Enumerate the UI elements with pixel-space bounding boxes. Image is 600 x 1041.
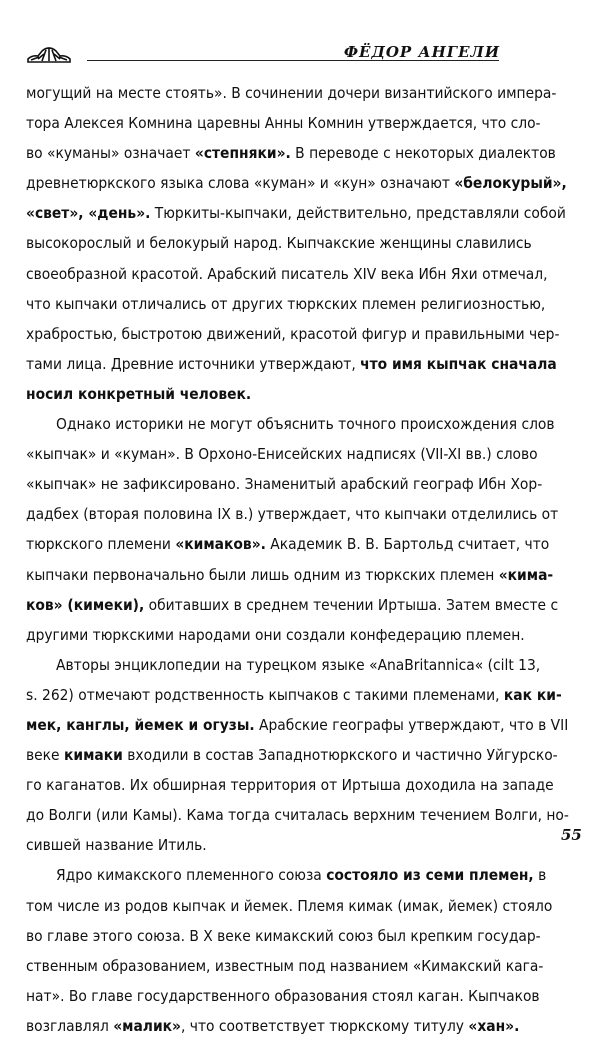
- text-line: [26, 138, 556, 168]
- text-segment: древнетюркского языка слова «куман» и «кун» означают: [26, 174, 455, 193]
- text-line: [26, 710, 569, 740]
- fan-ornament-icon: [24, 45, 74, 65]
- text-line: [26, 289, 546, 319]
- body-text: [26, 78, 569, 1041]
- text-segment: тора Алексея Комнина царевны Анны Комнин утверждается, что сло-: [26, 114, 541, 133]
- bold-text: ков» (кимеки),: [26, 595, 145, 614]
- text-line: [26, 1011, 520, 1041]
- text-segment: что кыпчаки отличались от других тюркских племен религиозностью,: [26, 294, 546, 313]
- bold-text: «степняки».: [194, 144, 291, 163]
- text-segment: во главе этого союза. В X веке кимакский союз был крепким государ-: [26, 926, 541, 945]
- text-line: [26, 168, 567, 198]
- text-segment: в: [533, 866, 547, 885]
- text-segment: дадбех (вторая половина IX в.) утверждает, что кыпчаки отделились от: [26, 505, 559, 524]
- text-line: [26, 108, 541, 138]
- bold-text: как ки-: [503, 685, 562, 704]
- page-number: 55: [561, 826, 582, 844]
- text-line: [26, 259, 548, 289]
- bold-text: носил конкретный человек.: [26, 384, 252, 403]
- text-segment: «кыпчак» и «куман». В Орхоно-Енисейских надписях (VII-XI вв.) слово: [26, 445, 538, 464]
- text-segment: до Волги (или Камы). Кама тогда считалась верхним течением Волги, но-: [26, 806, 569, 825]
- text-segment: В переводе с некоторых диалектов: [290, 144, 556, 163]
- text-line: [26, 198, 566, 228]
- bold-text: «малик»: [113, 1016, 181, 1035]
- text-segment: том числе из родов кыпчак и йемек. Племя кимак (имак, йемек) стояло: [26, 896, 553, 915]
- text-segment: го каганатов. Их обширная территория от Иртыша доходила на западе: [26, 776, 554, 795]
- text-segment: сившей название Итиль.: [26, 836, 207, 855]
- text-line: [26, 891, 553, 921]
- text-segment: Арабские географы утверждают, что в VII: [254, 715, 569, 734]
- text-segment: кыпчаки первоначально были лишь одним из тюркских племен: [26, 565, 499, 584]
- text-segment: входили в состав Западнотюркского и частично Уйгурско-: [122, 746, 558, 765]
- text-line: [26, 800, 569, 830]
- text-line: [26, 860, 547, 890]
- bold-text: мек, канглы, йемек и огузы.: [26, 715, 255, 734]
- text-segment: во «куманы» означает: [26, 144, 195, 163]
- text-line: [26, 78, 557, 108]
- text-segment: высокорослый и белокурый народ. Кыпчакские женщины славились: [26, 234, 532, 253]
- bold-text: что имя кыпчак сначала: [360, 354, 557, 373]
- text-line: [26, 981, 540, 1011]
- bold-text: «свет», «день».: [26, 204, 151, 223]
- text-line: [26, 620, 525, 650]
- text-line: [26, 228, 532, 258]
- text-line: [26, 830, 498, 860]
- text-line: [26, 951, 544, 981]
- text-line: [26, 409, 555, 439]
- text-segment: возглавлял: [26, 1016, 114, 1035]
- text-segment: Однако историки не могут объяснить точного происхождения слов: [56, 415, 555, 434]
- text-segment: храбростью, быстротою движений, красотой фигур и правильными чер-: [26, 324, 560, 343]
- text-segment: Тюркиты-кыпчаки, действительно, представляли собой: [150, 204, 566, 223]
- text-segment: «кыпчак» не зафиксировано. Знаменитый арабский географ Ибн Хор-: [26, 475, 543, 494]
- text-segment: другими тюркскими народами они создали конфедерацию племен.: [26, 625, 525, 644]
- text-line: [26, 590, 559, 620]
- text-segment: своеобразной красотой. Арабский писатель XIV века Ибн Яхи отмечал,: [26, 264, 548, 283]
- text-segment: тюркского племени: [26, 535, 176, 554]
- text-line: [26, 499, 559, 529]
- bold-text: «хан».: [468, 1016, 520, 1035]
- text-segment: обитавших в среднем течении Иртыша. Затем вместе с: [144, 595, 559, 614]
- text-segment: могущий на месте стоять». В сочинении дочери византийского импера-: [26, 84, 557, 102]
- text-segment: Авторы энциклопедии на турецком языке «AnaBritannica« (cilt 13,: [56, 655, 541, 674]
- text-line: [26, 319, 560, 349]
- text-line: [26, 439, 538, 469]
- text-segment: нат». Во главе государственного образования стоял каган. Кыпчаков: [26, 986, 540, 1005]
- text-line: [26, 469, 543, 499]
- bold-text: «кимаков».: [175, 535, 266, 554]
- page-header: [0, 0, 600, 70]
- bold-text: состояло из семи племен,: [326, 866, 534, 885]
- text-line: [26, 379, 498, 409]
- bold-text: кимаки: [63, 746, 123, 765]
- running-title: ФЁДОР АНГЕЛИ: [343, 43, 500, 61]
- text-line: [26, 349, 557, 379]
- text-segment: Академик В. В. Бартольд считает, что: [265, 535, 550, 554]
- text-segment: тами лица. Древние источники утверждают,: [26, 354, 361, 373]
- text-line: [26, 770, 554, 800]
- bold-text: «белокурый»,: [454, 174, 567, 193]
- text-line: [26, 650, 541, 680]
- bold-text: «кима-: [498, 565, 554, 584]
- text-segment: Ядро кимакского племенного союза: [56, 866, 327, 885]
- text-line: [26, 740, 558, 770]
- text-line: [26, 921, 541, 951]
- text-segment: ственным образованием, известным под названием «Кимакский кага-: [26, 956, 544, 975]
- text-segment: , что соответствует тюркскому титулу: [181, 1016, 469, 1035]
- text-line: [26, 560, 554, 590]
- text-segment: веке: [26, 746, 64, 765]
- text-line: [26, 529, 550, 559]
- text-line: [26, 680, 562, 710]
- text-segment: s. 262) отмечают родственность кыпчаков с такими племенами,: [26, 685, 504, 704]
